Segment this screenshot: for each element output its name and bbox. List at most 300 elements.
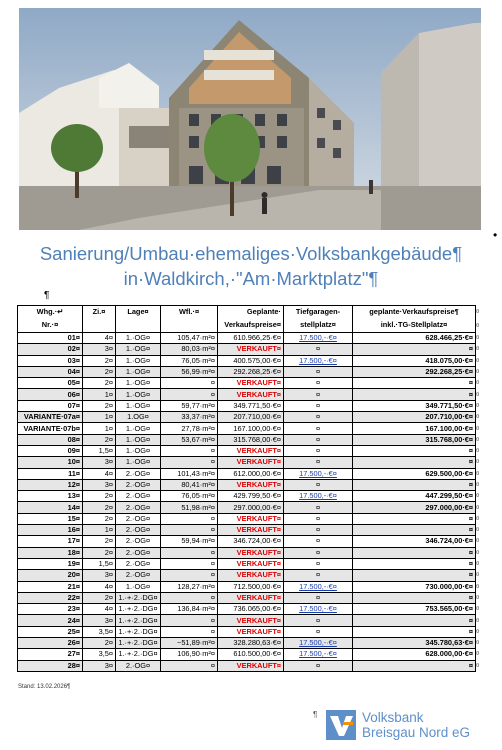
cell-lage: 1.·+·2.·DG¤ — [116, 615, 161, 626]
table-row — [18, 479, 484, 490]
cell-preis-inkl-tg: ¤ — [353, 389, 476, 400]
cell-preis-inkl-tg: 346.724,00·€¤ — [353, 536, 476, 547]
cell-tiefgarage: ¤ — [284, 502, 353, 513]
row-end-mark: ¤ — [476, 570, 484, 581]
cell-lage: 1.·OG¤ — [116, 434, 161, 445]
cell-wohnflaeche: 53,67·m²¤ — [161, 434, 218, 445]
table-row — [18, 581, 484, 592]
cell-wohnflaeche: ¤ — [161, 378, 218, 389]
cell-zimmer: 2¤ — [83, 400, 116, 411]
cell-preis-inkl-tg: ¤ — [353, 479, 476, 490]
cell-wohnflaeche: ¤ — [161, 513, 218, 524]
cell-verkaufspreis: 346.724,00·€¤ — [218, 536, 284, 547]
cell-verkaufspreis: VERKAUFT¤ — [218, 570, 284, 581]
row-end-mark: ¤ — [476, 626, 484, 637]
cell-preis-inkl-tg: 629.500,00·€¤ — [353, 468, 476, 479]
row-end-mark: ¤ — [476, 344, 484, 355]
cell-whg-nr: 25¤ — [18, 626, 83, 637]
table-row — [18, 457, 484, 468]
cell-whg-nr: 10¤ — [18, 457, 83, 468]
cell-lage: 2.·OG¤ — [116, 479, 161, 490]
cell-lage: 1.·OG¤ — [116, 581, 161, 592]
cell-zimmer: 3¤ — [83, 615, 116, 626]
cell-tiefgarage: ¤ — [284, 423, 353, 434]
row-end-mark: ¤ — [476, 378, 484, 389]
cell-verkaufspreis: VERKAUFT¤ — [218, 513, 284, 524]
cell-zimmer: 2¤ — [83, 513, 116, 524]
cell-whg-nr: 14¤ — [18, 502, 83, 513]
cell-whg-nr: 04¤ — [18, 366, 83, 377]
header-tiefgarage: Tiefgaragen- — [284, 306, 353, 320]
paragraph-mark: ¶ — [44, 290, 50, 301]
cell-zimmer: 3,5¤ — [83, 626, 116, 637]
cell-zimmer: 2¤ — [83, 536, 116, 547]
cell-tiefgarage: ¤ — [284, 615, 353, 626]
cell-verkaufspreis: 328.280,63·€¤ — [218, 638, 284, 649]
table-row — [18, 547, 484, 558]
side-bullet: • — [493, 228, 498, 242]
cell-zimmer: 2¤ — [83, 491, 116, 502]
table-row — [18, 468, 484, 479]
cell-lage: 1.·+·2.·DG¤ — [116, 592, 161, 603]
header-whg-nr: Nr.·¤ — [18, 319, 83, 333]
row-end-mark: ¤ — [476, 412, 484, 423]
cell-preis-inkl-tg: ¤ — [353, 513, 476, 524]
row-end-mark: ¤ — [476, 581, 484, 592]
table-row — [18, 626, 484, 637]
cell-whg-nr: 12¤ — [18, 479, 83, 490]
table-row — [18, 513, 484, 524]
cell-lage: 1.·+·2.·DG¤ — [116, 638, 161, 649]
cell-preis-inkl-tg: 753.565,00·€¤ — [353, 604, 476, 615]
header-inkl: geplante·Verkaufspreise¶ — [353, 306, 476, 320]
cell-lage: 1.·OG¤ — [116, 457, 161, 468]
cell-whg-nr: 02¤ — [18, 344, 83, 355]
cell-whg-nr: 27¤ — [18, 649, 83, 660]
cell-whg-nr: 15¤ — [18, 513, 83, 524]
cell-wohnflaeche: 51,98·m²¤ — [161, 502, 218, 513]
cell-whg-nr: 07¤ — [18, 400, 83, 411]
cell-tiefgarage: ¤ — [284, 570, 353, 581]
cell-preis-inkl-tg: 167.100,00·€¤ — [353, 423, 476, 434]
cell-tiefgarage: ¤ — [284, 378, 353, 389]
cell-whg-nr: 13¤ — [18, 491, 83, 502]
cell-lage: 2.·OG¤ — [116, 660, 161, 671]
cell-tiefgarage: ¤ — [284, 525, 353, 536]
cell-preis-inkl-tg: ¤ — [353, 445, 476, 456]
cell-preis-inkl-tg: 447.299,50·€¤ — [353, 491, 476, 502]
cell-tiefgarage: ¤ — [284, 445, 353, 456]
table-row — [18, 400, 484, 411]
cell-whg-nr: 01¤ — [18, 333, 83, 344]
cell-zimmer: 4¤ — [83, 604, 116, 615]
cell-lage: 2.·OG¤ — [116, 502, 161, 513]
row-end-mark: ¤ — [476, 558, 484, 569]
row-end-mark: ¤ — [476, 660, 484, 671]
cell-verkaufspreis: VERKAUFT¤ — [218, 558, 284, 569]
row-end-mark: ¤ — [476, 400, 484, 411]
row-end-mark: ¤ — [476, 491, 484, 502]
cell-verkaufspreis: VERKAUFT¤ — [218, 626, 284, 637]
cell-lage: 1.·OG¤ — [116, 445, 161, 456]
cell-preis-inkl-tg: ¤ — [353, 626, 476, 637]
cell-verkaufspreis: VERKAUFT¤ — [218, 457, 284, 468]
cell-preis-inkl-tg: 292.268,25·€¤ — [353, 366, 476, 377]
cell-zimmer: 3¤ — [83, 660, 116, 671]
table-row — [18, 638, 484, 649]
document-title-line1: Sanierung/Umbau·ehemaliges·Volksbankgebäude¶ — [39, 243, 463, 264]
cell-tiefgarage: ¤ — [284, 400, 353, 411]
cell-wohnflaeche: 101,43·m²¤ — [161, 468, 218, 479]
row-end-mark: ¤ — [476, 306, 484, 320]
cell-wohnflaeche: 59,77·m²¤ — [161, 400, 218, 411]
cell-wohnflaeche: 106,90·m²¤ — [161, 649, 218, 660]
cell-whg-nr: 19¤ — [18, 558, 83, 569]
cell-zimmer: 1¤ — [83, 412, 116, 423]
header-verkaufspreis: Geplante· — [218, 306, 284, 320]
cell-lage: 2.·OG¤ — [116, 525, 161, 536]
cell-zimmer: 2¤ — [83, 638, 116, 649]
cell-lage: 1.·OG¤ — [116, 389, 161, 400]
cell-zimmer: 1¤ — [83, 423, 116, 434]
cell-verkaufspreis: 610.500,00·€¤ — [218, 649, 284, 660]
row-end-mark: ¤ — [476, 615, 484, 626]
row-end-mark: ¤ — [476, 525, 484, 536]
cell-wohnflaeche: 33,37·m²¤ — [161, 412, 218, 423]
table-row — [18, 570, 484, 581]
cell-wohnflaeche: 76,05·m²¤ — [161, 355, 218, 366]
cell-whg-nr: 03¤ — [18, 355, 83, 366]
cell-whg-nr: 05¤ — [18, 378, 83, 389]
cell-verkaufspreis: VERKAUFT¤ — [218, 547, 284, 558]
cell-lage: 2.·OG¤ — [116, 547, 161, 558]
cell-preis-inkl-tg: 628.000,00·€¤ — [353, 649, 476, 660]
table-row — [18, 445, 484, 456]
cell-tiefgarage: ¤ — [284, 479, 353, 490]
cell-zimmer: 1¤ — [83, 389, 116, 400]
cell-zimmer: 2¤ — [83, 502, 116, 513]
cell-tiefgarage: ¤ — [284, 457, 353, 468]
cell-verkaufspreis: 712.500,00·€¤ — [218, 581, 284, 592]
cell-tiefgarage: ¤ — [284, 389, 353, 400]
cell-preis-inkl-tg: ¤ — [353, 344, 476, 355]
table-row — [18, 604, 484, 615]
cell-verkaufspreis: VERKAUFT¤ — [218, 660, 284, 671]
cell-lage: 1.·OG¤ — [116, 400, 161, 411]
cell-verkaufspreis: 167.100,00·€¤ — [218, 423, 284, 434]
cell-verkaufspreis: VERKAUFT¤ — [218, 615, 284, 626]
row-end-mark: ¤ — [476, 457, 484, 468]
cell-tiefgarage: ¤ — [284, 626, 353, 637]
cell-zimmer: 3,5¤ — [83, 649, 116, 660]
cell-preis-inkl-tg: 418.075,00·€¤ — [353, 355, 476, 366]
cell-wohnflaeche: ¤ — [161, 570, 218, 581]
cell-zimmer: 3¤ — [83, 479, 116, 490]
row-end-mark: ¤ — [476, 604, 484, 615]
table-row — [18, 491, 484, 502]
table-header-row — [18, 319, 484, 333]
cell-whg-nr: 23¤ — [18, 604, 83, 615]
row-end-mark: ¤ — [476, 333, 484, 344]
header-zi: Zi.¤ — [83, 306, 116, 320]
cell-preis-inkl-tg: ¤ — [353, 570, 476, 581]
cell-tiefgarage: 17.500,-·€¤ — [284, 333, 353, 344]
cell-zimmer: 3¤ — [83, 457, 116, 468]
table-row — [18, 423, 484, 434]
volksbank-logo — [326, 710, 486, 742]
logo-line1: Volksbank — [362, 710, 424, 725]
cell-preis-inkl-tg: ¤ — [353, 615, 476, 626]
row-end-mark: ¤ — [476, 592, 484, 603]
cell-wohnflaeche: ¤ — [161, 660, 218, 671]
cell-zimmer: 2¤ — [83, 547, 116, 558]
cell-preis-inkl-tg: ¤ — [353, 547, 476, 558]
header-lage: Lage¤ — [116, 306, 161, 320]
cell-lage: 1.·OG¤ — [116, 333, 161, 344]
cell-zimmer: 3¤ — [83, 570, 116, 581]
table-row — [18, 366, 484, 377]
cell-lage: 2.·OG¤ — [116, 536, 161, 547]
cell-wohnflaeche: 56,99·m²¤ — [161, 366, 218, 377]
cell-whg-nr: 17¤ — [18, 536, 83, 547]
cell-zimmer: 4¤ — [83, 333, 116, 344]
header-lage-blank — [116, 319, 161, 333]
cell-zimmer: 2¤ — [83, 434, 116, 445]
cell-lage: 1.·OG¤ — [116, 344, 161, 355]
cell-wohnflaeche: 105,47·m²¤ — [161, 333, 218, 344]
row-end-mark: ¤ — [476, 468, 484, 479]
cell-verkaufspreis: VERKAUFT¤ — [218, 445, 284, 456]
table-row — [18, 660, 484, 671]
row-end-mark: ¤ — [476, 638, 484, 649]
header-whg: Whg.·↵ — [18, 306, 83, 320]
cell-wohnflaeche: ¤ — [161, 389, 218, 400]
cell-lage: 1.·OG¤ — [116, 355, 161, 366]
cell-whg-nr: 16¤ — [18, 525, 83, 536]
cell-whg-nr: 09¤ — [18, 445, 83, 456]
row-end-mark: ¤ — [476, 366, 484, 377]
cell-whg-nr: VARIANTE·07a¤ — [18, 412, 83, 423]
cell-preis-inkl-tg: 297.000,00·€¤ — [353, 502, 476, 513]
cell-preis-inkl-tg: 207.710,00·€¤ — [353, 412, 476, 423]
table-row — [18, 649, 484, 660]
cell-verkaufspreis: 610.966,25·€¤ — [218, 333, 284, 344]
cell-whg-nr: 20¤ — [18, 570, 83, 581]
cell-preis-inkl-tg: 345.780,63·€¤ — [353, 638, 476, 649]
row-end-mark: ¤ — [476, 513, 484, 524]
cell-zimmer: 2¤ — [83, 378, 116, 389]
cell-lage: 2.·OG¤ — [116, 558, 161, 569]
cell-wohnflaeche: ¤ — [161, 547, 218, 558]
cell-verkaufspreis: VERKAUFT¤ — [218, 479, 284, 490]
cell-wohnflaeche: 27,78·m²¤ — [161, 423, 218, 434]
document-title-line2: in·Waldkirch,·"Am·Marktplatz"¶ — [123, 268, 379, 289]
logo-paragraph-mark: ¶ — [313, 710, 318, 719]
cell-wohnflaeche: ¤ — [161, 525, 218, 536]
cell-lage: 1.OG¤ — [116, 412, 161, 423]
cell-wohnflaeche: 76,05·m²¤ — [161, 491, 218, 502]
cell-zimmer: 2¤ — [83, 366, 116, 377]
cell-tiefgarage: 17.500,-·€¤ — [284, 468, 353, 479]
table-row — [18, 333, 484, 344]
table-row — [18, 502, 484, 513]
table-row — [18, 592, 484, 603]
cell-verkaufspreis: VERKAUFT¤ — [218, 389, 284, 400]
cell-whg-nr: 26¤ — [18, 638, 83, 649]
row-end-mark: ¤ — [476, 445, 484, 456]
cell-wohnflaeche: ¤ — [161, 626, 218, 637]
row-end-mark: ¤ — [476, 423, 484, 434]
cell-tiefgarage: ¤ — [284, 592, 353, 603]
row-end-mark: ¤ — [476, 355, 484, 366]
header-wfl: Wfl.·¤ — [161, 306, 218, 320]
cell-zimmer: 3¤ — [83, 344, 116, 355]
row-end-mark: ¤ — [476, 547, 484, 558]
cell-wohnflaeche: 80,41·m²¤ — [161, 479, 218, 490]
cell-lage: 1.·+·2.·DG¤ — [116, 626, 161, 637]
table-row — [18, 355, 484, 366]
cell-lage: 1.·+·2.·DG¤ — [116, 604, 161, 615]
cell-verkaufspreis: 400.575,00·€¤ — [218, 355, 284, 366]
cell-tiefgarage: ¤ — [284, 513, 353, 524]
table-row — [18, 412, 484, 423]
cell-tiefgarage: 17.500,-·€¤ — [284, 355, 353, 366]
cell-verkaufspreis: 292.268,25·€¤ — [218, 366, 284, 377]
cell-verkaufspreis: VERKAUFT¤ — [218, 592, 284, 603]
cell-tiefgarage: ¤ — [284, 434, 353, 445]
row-end-mark: ¤ — [476, 389, 484, 400]
row-end-mark: ¤ — [476, 536, 484, 547]
cell-whg-nr: 28¤ — [18, 660, 83, 671]
logo-line2: Breisgau Nord eG — [362, 725, 471, 740]
table-row — [18, 434, 484, 445]
cell-lage: 2.·OG¤ — [116, 513, 161, 524]
cell-preis-inkl-tg: ¤ — [353, 558, 476, 569]
cell-wohnflaeche: ¤ — [161, 445, 218, 456]
header-tiefgarage-2: stellplatz¤ — [284, 319, 353, 333]
table-row — [18, 558, 484, 569]
cell-tiefgarage: ¤ — [284, 412, 353, 423]
cell-preis-inkl-tg: 628.466,25·€¤ — [353, 333, 476, 344]
cell-tiefgarage: ¤ — [284, 547, 353, 558]
cell-preis-inkl-tg: 730.000,00·€¤ — [353, 581, 476, 592]
cell-wohnflaeche: ¤ — [161, 457, 218, 468]
table-row — [18, 344, 484, 355]
cell-wohnflaeche: ¤ — [161, 592, 218, 603]
cell-zimmer: 1¤ — [83, 525, 116, 536]
table-row — [18, 378, 484, 389]
volksbank-logo-icon — [326, 710, 356, 740]
row-end-mark: ¤ — [476, 649, 484, 660]
cell-preis-inkl-tg: ¤ — [353, 525, 476, 536]
cell-wohnflaeche: 128,27·m²¤ — [161, 581, 218, 592]
cell-zimmer: 1,5¤ — [83, 445, 116, 456]
table-row — [18, 536, 484, 547]
cell-tiefgarage: ¤ — [284, 558, 353, 569]
cell-lage: 1.·OG¤ — [116, 423, 161, 434]
cell-tiefgarage: ¤ — [284, 536, 353, 547]
cell-tiefgarage: 17.500,-·€¤ — [284, 649, 353, 660]
cell-whg-nr: 08¤ — [18, 434, 83, 445]
cell-tiefgarage: ¤ — [284, 344, 353, 355]
table-header-row — [18, 306, 484, 320]
cell-whg-nr: 24¤ — [18, 615, 83, 626]
cell-wohnflaeche: ¤ — [161, 615, 218, 626]
cell-verkaufspreis: 297.000,00·€¤ — [218, 502, 284, 513]
cell-wohnflaeche: ¤ — [161, 558, 218, 569]
cell-verkaufspreis: 612.000,00·€¤ — [218, 468, 284, 479]
cell-tiefgarage: 17.500,-·€¤ — [284, 581, 353, 592]
row-end-mark: ¤ — [476, 479, 484, 490]
cell-verkaufspreis: 315.768,00·€¤ — [218, 434, 284, 445]
cell-verkaufspreis: 736.065,00·€¤ — [218, 604, 284, 615]
cell-verkaufspreis: VERKAUFT¤ — [218, 525, 284, 536]
table-body — [18, 333, 484, 672]
cell-preis-inkl-tg: ¤ — [353, 660, 476, 671]
building-rendering-image — [19, 8, 481, 230]
cell-wohnflaeche: 59,94·m²¤ — [161, 536, 218, 547]
header-inkl-2: inkl.·TG-Stellplatz¤ — [353, 319, 476, 333]
cell-verkaufspreis: VERKAUFT¤ — [218, 378, 284, 389]
cell-wohnflaeche: ~51,89·m²¤ — [161, 638, 218, 649]
stand-date: Stand: 13.02.2026¶ — [18, 684, 71, 690]
table-row — [18, 389, 484, 400]
cell-verkaufspreis: 207.710,00·€¤ — [218, 412, 284, 423]
table-row — [18, 525, 484, 536]
cell-tiefgarage: ¤ — [284, 366, 353, 377]
cell-tiefgarage: 17.500,-·€¤ — [284, 638, 353, 649]
cell-preis-inkl-tg: 315.768,00·€¤ — [353, 434, 476, 445]
cell-zimmer: 2¤ — [83, 355, 116, 366]
cell-preis-inkl-tg: 349.771,50·€¤ — [353, 400, 476, 411]
cell-zimmer: 2¤ — [83, 592, 116, 603]
row-end-mark: ¤ — [476, 434, 484, 445]
table-row — [18, 615, 484, 626]
cell-whg-nr: 06¤ — [18, 389, 83, 400]
cell-lage: 2.·OG¤ — [116, 491, 161, 502]
cell-lage: 1.·OG¤ — [116, 378, 161, 389]
cell-whg-nr: 22¤ — [18, 592, 83, 603]
cell-whg-nr: 18¤ — [18, 547, 83, 558]
cell-preis-inkl-tg: ¤ — [353, 378, 476, 389]
row-end-mark: ¤ — [476, 502, 484, 513]
cell-tiefgarage: ¤ — [284, 660, 353, 671]
cell-lage: 2.·OG¤ — [116, 468, 161, 479]
header-verkaufspreis-2: Verkaufspreise¤ — [218, 319, 284, 333]
cell-preis-inkl-tg: ¤ — [353, 457, 476, 468]
cell-verkaufspreis: 349.771,50·€¤ — [218, 400, 284, 411]
cell-verkaufspreis: VERKAUFT¤ — [218, 344, 284, 355]
cell-lage: 1.·OG¤ — [116, 366, 161, 377]
cell-lage: 2.·OG¤ — [116, 570, 161, 581]
cell-wohnflaeche: 80,03·m²¤ — [161, 344, 218, 355]
header-zi-blank — [83, 319, 116, 333]
header-wfl-blank — [161, 319, 218, 333]
row-end-mark: ¤ — [476, 319, 484, 333]
cell-whg-nr: 11¤ — [18, 468, 83, 479]
cell-verkaufspreis: 429.799,50·€¤ — [218, 491, 284, 502]
cell-wohnflaeche: 136,84·m²¤ — [161, 604, 218, 615]
apartment-price-table — [17, 305, 484, 672]
cell-lage: 1.·+·2.·DG¤ — [116, 649, 161, 660]
cell-zimmer: 4¤ — [83, 581, 116, 592]
cell-zimmer: 4¤ — [83, 468, 116, 479]
cell-zimmer: 1,5¤ — [83, 558, 116, 569]
cell-preis-inkl-tg: ¤ — [353, 592, 476, 603]
cell-tiefgarage: 17.500,-·€¤ — [284, 491, 353, 502]
cell-tiefgarage: 17.500,-·€¤ — [284, 604, 353, 615]
cell-whg-nr: VARIANTE·07b¤ — [18, 423, 83, 434]
